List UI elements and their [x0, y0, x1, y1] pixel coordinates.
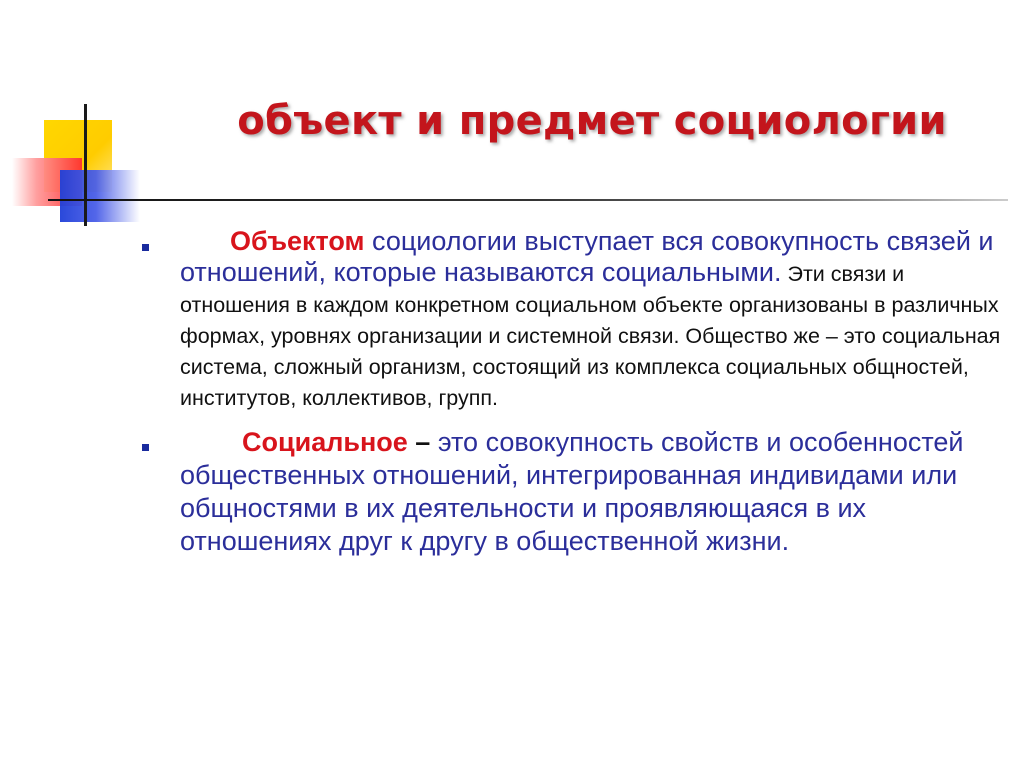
bullet-marker	[142, 444, 149, 451]
slide-title: объект и предмет социологии	[237, 98, 947, 144]
bullet-marker	[142, 244, 149, 251]
title-divider-line	[48, 199, 1008, 201]
slide-content	[138, 226, 1014, 566]
bullet-item-object	[138, 226, 1014, 412]
term-social: Социальное	[242, 427, 408, 457]
logo-blue-square	[60, 170, 140, 222]
bullet-text-social	[180, 426, 1014, 558]
bullet-text-object	[180, 226, 1014, 412]
object-definition-black: Эти связи и отношения в каждом конкретном социальном объекте организованы в различных формах, уровнях организации и системной связи. Общество же – это социальная система, сложный организм, состоящий из комплекса социальных общностей, институтов, коллективов, групп.	[180, 262, 1001, 410]
term-dash: –	[407, 427, 431, 457]
object-definition-blue: социологии выступает вся совокупность связей и отношений, которые называются социальными.	[180, 226, 994, 287]
social-definition: это совокупность свойств и особенностей общественных отношений, интегрированная индивидами или общностями в их деятельности и проявляющаяся в их отношениях друг к другу в общественной жизни.	[180, 427, 964, 556]
bullet-item-social	[138, 426, 1014, 558]
term-object: Объектом	[230, 226, 365, 256]
